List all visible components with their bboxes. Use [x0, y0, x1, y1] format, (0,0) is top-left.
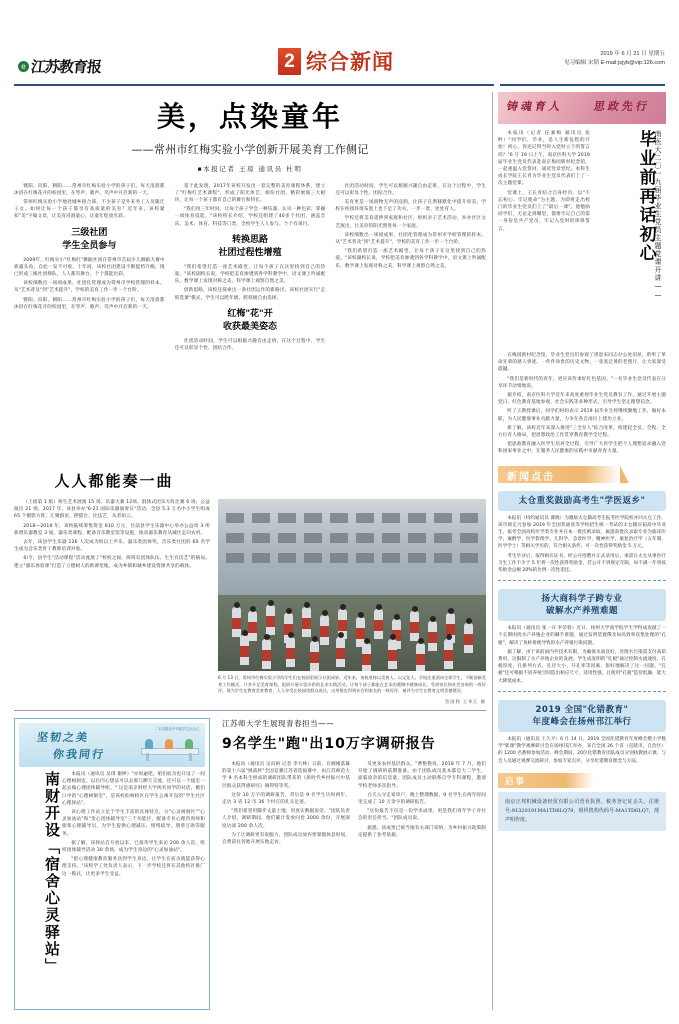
- lead-subhead: ——常州市红梅实验小学创新开展美育工作侧记: [131, 142, 369, 156]
- lead-article-header: [14, 92, 486, 173]
- banner-caption: 二本高级高中年级学生社会心: [154, 727, 199, 731]
- lead-col1-p1: 暨阳、向阳、朝阳……常州市红梅实验小学的孩子们，每天清晨都沐浴在红梅花开的校园里，在琴声、歌声、笑声中开启新的一天。 常州红梅实验小学地处城乡接合部，不少孩子是外来务工人员随迁子女。如何让每一个孩子都享有高质量的美育？近年来，该校紧扣"美"字做文章，让美育浸润童心，让童年绽放光彩。: [14, 183, 165, 220]
- banner-text-left: 铸魂育人: [505, 100, 565, 113]
- music-photo-wrap: [218, 499, 486, 705]
- graduation-title-wrap: [590, 130, 662, 348]
- lead-column-2: [175, 183, 326, 355]
- notice-banner-text: 启事: [505, 776, 527, 787]
- nanjing-body: [19, 771, 205, 1003]
- music-text-column: [14, 499, 210, 705]
- banner-text-right: 思政先行: [592, 100, 652, 113]
- news-banner-text: 新闻点击: [507, 471, 555, 483]
- graduation-vertical-title: 毕业前再话初心: [635, 130, 656, 263]
- nanjing-vertical-title: 南财开设「宿舍心灵驿站」: [43, 771, 61, 975]
- music-text: （上接第 1 版）师生艺术展演 15 场、乐器大赛 12场、群体式团乐方阵比赛 6 场、公益演出 21 场，2017 年，该县举办"6·21 国际乐器演奏日"活动，全县 5.3 万名中小学生组成 65 个摄影方阵，汇聚群星、摆擂台、比技艺，从者如云。 2018—2019 年，该校陆续筹集资金 910 万元，目前县学生乐器中心举办公益周 3 所新增乐器教室 3 间，器乐类课程、配备音乐教室馆等设施，推动器乐教育从城区走向农村。 去年，该县学生乐器 126 人次成为组以上声乐、器乐类团体奖，音乐类社团的 60 名学生成为音乐类骨干教师培训对象。 如今，县学生"活动课程"活动流展了"校校之间、班班有团体队伍、生生有技艺"的格局。建立"器乐体验课"打造了立德树人的新课堂地，成为乡镇和城乡建设资源共享的载体。: [14, 500, 210, 569]
- music-body: [14, 499, 486, 705]
- news-item-yangda: [498, 589, 666, 692]
- editor-contact: 见习编辑 宋韬 E-mail:jsjyb@vip.126.com: [563, 60, 665, 66]
- lead-article-columns: [14, 183, 486, 355]
- header-rule-left: [14, 84, 494, 86]
- news-separator-1: [498, 580, 666, 581]
- leaf-icon: e: [18, 61, 29, 72]
- news-title-yangda: 扬大商科学子跨专业 破解水产养殖难题: [498, 589, 666, 621]
- section-divider: [14, 710, 486, 711]
- right-column: [498, 92, 666, 831]
- lead-col1-p2: 2009年，红梅实小"红梅红"舞蹈社团在常州市首届少儿舞蹈大赛中崭露头角，自此一发不可收。十年间，该校社团建设不断提档升级，现已形成三级社团梯队，人人都有舞台、个个都能出彩。 该校细数出一项项成果，社团化管理成为常州市学校管理的样本。从"艺术普及"到"艺术提升"，学校的美育工作一步一个台阶。 暨阳、向阳、朝阳……常州市红梅实验小学的孩子们，每天清晨都沐浴在红梅花开的校园里，在琴声、歌声、笑声中开启新的一天。: [14, 257, 165, 310]
- notice-banner: [498, 773, 594, 788]
- publication-name: 江苏教育报: [30, 58, 102, 76]
- news-click-banner: [498, 466, 620, 483]
- lead-headline: 美，点染童年: [156, 100, 343, 133]
- resilience-banner: [19, 723, 205, 767]
- issue-info: [564, 50, 665, 68]
- lead-column-1: [14, 183, 165, 355]
- survey-column-2: 及更多农村基层群众。"曹艳艳说，2018 年 7 月，他们开始了调研的前期准备。由于团队成员基本都是大二学生，面临庞杂的信息量，团队成员主动联系自学专科课程，邀请学校老师多次指导。 白天入寻走家串户，晚上整理数据，9 名学生在两年时间里完成了 10 万余字的调研报告。 "这份报告不仅是一份学术成果，更是我们青年学子对社会的责任担当。"团队成员说。 据悉，该成果已被当地有关部门采纳，为乡村振兴政策制定提供了参考依据。: [358, 762, 486, 838]
- school-photo: [218, 499, 486, 671]
- lead-column-3: [335, 183, 486, 355]
- lead-subsection-3: 红梅"花"开 收获最美姿态: [223, 308, 278, 332]
- nanjing-article: [14, 718, 210, 1010]
- news-body-huacuo: 本报讯（通讯员 王久平）6 月 14 日，2019 全国化错教育年度峰会暨小学数学"新课"教学观摩研讨会在扬州邗江举办，来自全国 26 个省（直辖市、自治区）的 1200 名教师参加活动。峰会期间，20位化错教育团队成员分别执教展示课，与会人员通过观摩交流研讨，参加专家点评，分享化错教育理念与方法。: [498, 736, 666, 764]
- banner-line-1: 坚韧之美: [36, 731, 90, 744]
- graduation-text: 本报讯（记者 任素梅 通讯员 张鲆）"同学们，毕业，是人生新征程的开始！初心，你还记得当时入党时立下的誓言吗？"6 月 19 日上午，南京医科大学 2019 届毕业生党员代表赴南京梅园新村纪念馆，一起重温入党誓词，诵读党章党纪。本科生成长学院王长青为毕业生党员代表们上了一次主题党课。 党课上，王长青结合自身经历，以"不忘初心、牢记使命"为主题，为即将走出校门的毕业生党员们上了"最后一课"。他勉励同学们，无论走到哪里，都要牢记自己的第一身份是共产党员，牢记入党时的铮铮誓言。: [498, 131, 590, 232]
- graduation-article: [498, 130, 666, 348]
- lead-subsection-2: 转换思路 社团过程性增殖: [218, 234, 282, 258]
- page-number: 2: [278, 48, 301, 75]
- desk-illustration: [141, 739, 197, 761]
- publication-logo: [18, 56, 101, 77]
- news-body-taicang: 本报讯（特约通讯员 赛晓）为激励太仓籍高考生报考医学院校并回太仓工作，该市规定凡参加 2019 年全国普通高等学校招生统一考试的太仓籍应届高中毕业生，报考全国高校医学类专业并在本一批次被录取，属提前批次录取专业为临床医学、麻醉学、医学影像学、儿科学、急诊医学、精神医学、康复治疗学（五年制、医学学士）等相关学历的，符合相关条件，可一次性获得奖励金 5 万元。 考生毕业后，取得相应证书，经公开招聘并正式录用后，承诺在太仓从事医疗卫生工作不少于 5 年将一次性获得奖励金，若公开不到规定年限，每不满一年将按奖励金总额 20%的比例一次性追还。: [498, 515, 666, 574]
- news-title-huacuo: 2019 全国"化错教育" 年度峰会在扬州邗江举行: [498, 700, 666, 732]
- survey-kicker: 江苏师大学生展现青春担当——: [222, 719, 334, 728]
- lead-col2-p2: "我们希望打造一座艺术殿堂，让每个孩子在这里找到自己的热爱。"该校副校长说，学校把美育渗透到各学科教学中，语文课上吟诵配乐，数学课上发现对称之美，科学课上观察自然之美。 创新思路，该校还探索出一条社团运作的新路径。该校社团实行"走班选课"模式，学生可以跨年级、跨班级自由选择。: [174, 264, 326, 301]
- issue-date: 2019 年 6 月 21 日 星期五: [600, 51, 665, 57]
- news-item-taicang: [498, 491, 666, 582]
- graduation-vertical-subtitle: 南医大二〇一九届毕业生党员主题党课开讲——: [654, 130, 662, 300]
- survey-article: [222, 718, 486, 848]
- news-body-yangda: 本报讯（通讯员 张一卉 李荣蓉）近日，扬州大学商学院学生学得成攻破了一个长期困扰水产养殖企业的棘手难题，通过发明装置俄及如高效率次集处理的"孔板"，解决了鱼虾排便导致的水产养殖污染问题。 据了解，由于该前国内外技术有限，为确保水质良好，处理水污染需支付高昂费用，这限制了水产养殖企业的发展。学生成发明的"孔板"通过控制水流速度、孔板厚度、孔排列方式、孔径大小、开孔率等因素，很好地解决了这一问题。"孔板"还可根据不同养殖空间造出相应尺寸，适用性强，且使用"孔板"造价低廉，能大大降低成本。: [498, 626, 666, 684]
- survey-column-1: 本报讯（通讯员 吴向裕 记者 李大林）日前，在刚刚落幕的第十六届"挑战杯"全国竞赛江苏省选拔赛中，由江苏师范大学 9 名本科生组成的调研团队带来的《新时代乡村振兴中基层群众获得感研究》摘得特等奖。 这份 10 万字的调研报告，背后是 9 名学生历时两年、走访 3 省 12 市 36 个村庄的扎实足迹。 "我们希望用脚步丈量土地，用真实数据说话。"团队负责人介绍，调研期间，他们累计发放问卷 3000 余份，开展深度访谈 200 余人次。 为了让调研更有说服力，团队成员放弃寒暑假休息时间，自费前往各地开展实地走访。: [222, 762, 350, 846]
- lead-col2-p3: 社团活动时间，学生可以根据兴趣自由走班，在这个过程中，学生还可以彰显个性、团结合作。: [174, 338, 326, 352]
- news-item-huacuo: [498, 700, 666, 765]
- nanjing-text: 本报讯（通讯员 吴琪 谢婷）"亦如逾吧，咱们宿舍也开设了一间心理树洞室，以后内心想法可以去那儿聊天交流，还可以一个寝室一起去做心理团体辅导呢。" 这是南京财经大学两名同学的对话，她们口中的"心理树洞室"，是该校仙林校区在学生公寓开设的"学生社区心理驿站"。 该心理工作站立足于学生丰富的具体特点，分"心灵树洞区""心灵加油站"和"金心团体辅导室"三个功能区，配备专业心理咨询师和朋辈心理辅导员，为学生提供心理减压、情绪疏导、朋辈互助等服务。 据了解，该驿站自开放以来，已接待学生来访 200 余人次，组织团体辅导活动 30 余场，成为学生身边的"心灵加油站"。 "把心理健康教育服务送到学生身边，让学生在宿舍就能获得心理支持。"该校学工处负责人表示，下一步学校还将在其他校区推广这一模式，让更多学生受益。: [62, 772, 205, 877]
- column-divider: [492, 92, 493, 1010]
- music-headline: 人人都能奏一曲: [54, 472, 174, 490]
- graduation-text-continued: 在梅园新村纪念馆，毕业生党员们参观了周恩来同志办公处旧址，聆听了革命先辈的感人事迹。一件件珍贵的历史文物、一张张泛黄的老照片，让大家深受震撼。 "我们是新时代的青年，更应该传承好红色基因。"一名毕业生党员代表在分享环节动情地说。 据介绍，南京医科大学近年来高度重视毕业生党员教育工作，通过开展主题党日、红色教育基地参观、社会实践等多种形式，引导学生坚定理想信念。 听了王教授课后，同学们纷纷表示 2019 届毕业生将继续勤勉工作，做好本职，为人民健康事业贡献力量，力争在各自岗位上建功立业。 新了解，该校近年来深入推进"三全育人"综合改革，构建起全员、全程、全方位育人格局，把思想政治工作贯穿教育教学全过程。 把思政教育融入医学生培养全过程，引导广大医学生把个人理想追求融入党和国家事业之中，在服务人民健康的实践中贡献青春力量。: [498, 353, 666, 455]
- banner-line-2: 你我同行: [52, 748, 106, 761]
- survey-columns: [222, 761, 486, 848]
- lead-byline: ■本报记者 王琼 通讯员 杜明: [197, 165, 303, 173]
- lead-subsection-1: 三级社团 学生全员参与: [62, 227, 117, 251]
- photo-caption: 6 月 13 日，常州市红梅实验小学的学生们在校园里展示社团成果。近年来，该校坚持以美育人、以文化人，学校注重面向全体学生，不断创新美育工作模式，开齐开足美育课程，组织开展丰富多彩的艺术实践活动，让每个孩子都能在艺术的熏陶中健康成长，受到家长和社会各界的一致好评，现为学生在教育美育教育，人人享受在校园里群众成长，这举措也得到社会和家长的一致好评，被评为学生在教育文明美德建设。: [218, 675, 486, 694]
- lead-col2-p1: 基于此发现，2017年该校开发出一套完整的美育课程体系，建立了"红梅红艺术课程"，形成了阳光体艺、缤纷社团、精彩展演三大板块，让每一个孩子都有自己的舞台和特长。 "我们用三年时间，让每个孩子学会一种乐器，认识一种色彩，掌握一项体育技能。"该校校长介绍，学校还组建了40多个社团，涵盖音乐、美术、体育、科技等门类，全校学生人人参与、个个有项目。: [174, 183, 326, 227]
- survey-headline: 9名学生"跑"出10万字调研报告: [222, 736, 436, 752]
- section-badge: [278, 46, 394, 76]
- lead-col3-text: 社团活动时间，学生可以根据兴趣自由走班，在这个过程中，学生还可以彰显个性、团结合作。 美育更是一场润物无声的浸润，让孩子在潜移默化中提升审美。学校在校园环境布置上也下足了功夫，一步一景，处处育人。 学校还将美育延伸到家庭和社区，组织亲子艺术活动，举办社区文艺演出，让美育的阳光照进每一个家庭。 该校细数出一项项成果，社团化管理成为常州市学校管理的样本。从"艺术普及"到"艺术提升"，学校的美育工作一步一个台阶。 "我们希望打造一座艺术殿堂，让每个孩子在这里找到自己的热爱。"该校副校长说，学校把美育渗透到各学科教学中，语文课上吟诵配乐，数学课上发现对称之美，科学课上观察自然之美。: [335, 183, 487, 269]
- photo-credit: 蔡国利 王华江 摄: [445, 698, 486, 704]
- header-rule-right: [500, 84, 665, 86]
- section-title: 综合新闻: [306, 50, 394, 74]
- news-separator-2: [498, 691, 666, 692]
- music-article: [14, 470, 486, 705]
- news-title-taicang: 太仓重奖鼓励高考生"学医返乡": [498, 491, 666, 511]
- notice-text: 南京正邦机械设备经贸有限公司营业执照、税务登记证丢失，注册号:91320191MA1TD6LQ79，组织机构代码号:MA1TD6LQ7，现声明作废。: [498, 792, 666, 831]
- masthead: [0, 44, 679, 90]
- thought-politics-banner: [498, 92, 666, 124]
